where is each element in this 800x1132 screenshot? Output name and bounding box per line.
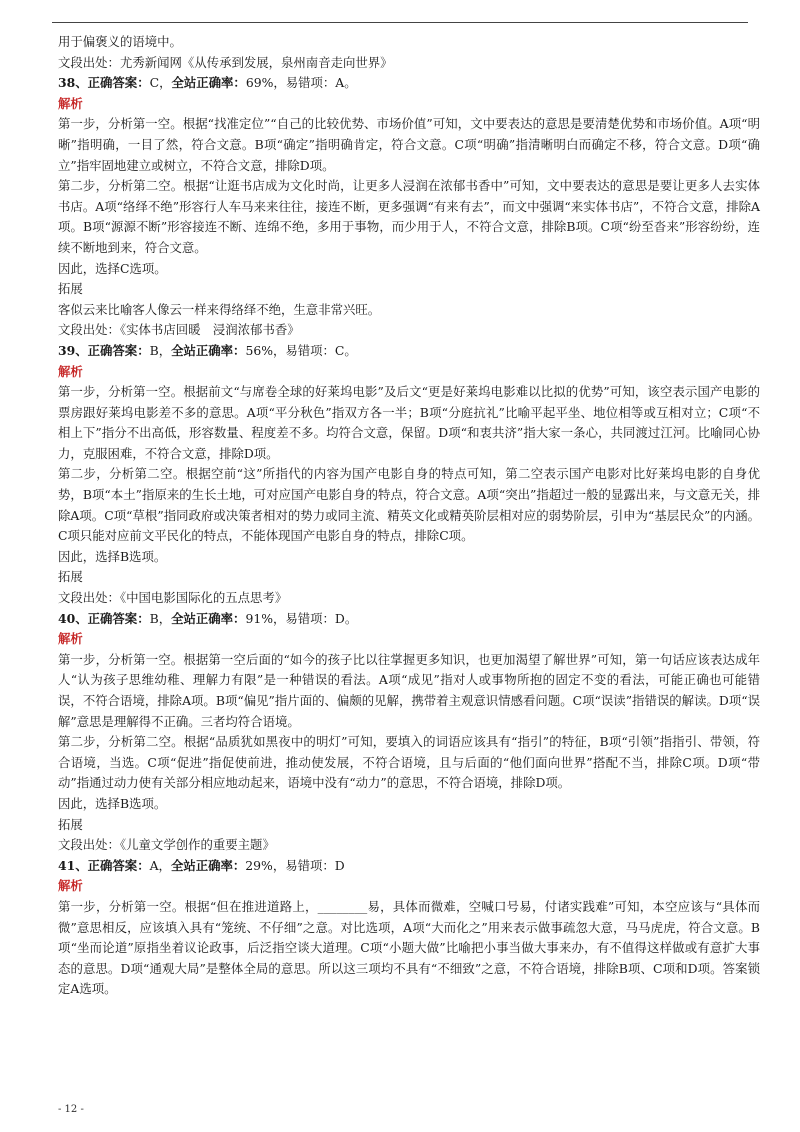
answer-label: 40、正确答案： (58, 610, 150, 626)
paragraph: 文段出处：《儿童文学创作的重要主题》 (58, 837, 275, 853)
rate-value: 29%，易错项：D (245, 857, 345, 873)
paragraph: 拓展 (58, 816, 83, 832)
answer-value: B， (149, 342, 172, 358)
paragraph: 文段出处：《中国电影国际化的五点思考》 (58, 590, 288, 606)
answer-line (58, 73, 760, 94)
answer-value: A， (149, 857, 171, 873)
analysis-heading: 解析 (58, 631, 83, 647)
rate-label: 全站正确率： (171, 342, 246, 358)
rate-value: 56%，易错项：C。 (245, 342, 357, 358)
paragraph: 第二步，分析第二空。根据“让逛书店成为文化时尚，让更多人浸润在浓郁书香中”可知，文中要表达的意思是要让更多人去实体书店。A项“络绎不绝”形容行人车马来来往往，接连不断，更多强调“有来有去”，而文中强调“来实体书店”，不符合文意，排除A项。B项“源源不断”形容接连不断、连绵不绝，多用于事物，而少用于人，不符合文意，排除B项。C项“纷至沓来”形容纷纷，连续不断地到来，符合文意。 (58, 178, 760, 255)
rate-label: 全站正确率： (171, 610, 246, 626)
paragraph: 用于偏褒义的语境中。 (58, 34, 182, 49)
analysis-heading: 解析 (58, 95, 83, 111)
page-number: - 12 - (58, 1104, 84, 1115)
paragraph: 客似云来比喻客人像云一样来得络绎不绝，生意非常兴旺。 (58, 301, 381, 317)
paragraph: 第一步，分析第一空。根据第一空后面的“如今的孩子比以往掌握更多知识，也更加渴望了解世界”可知，第一句话应该表达成年人“认为孩子思维幼稚、理解力有限”是一种错误的看法。A项“成见”指对人或事物所抱的固定不变的看法，可能正确也可能错误，不符合语境，排除A项。B项“偏见”指片面的、偏颇的见解，携带着主观意识情感看问题。C项“误读”指错误的解读。D项“误解”意思是理解得不正确。三者均符合语境。 (58, 651, 760, 729)
document-body (58, 32, 760, 1000)
answer-value: B， (149, 610, 172, 626)
answer-value: C， (149, 75, 172, 91)
paragraph: 第二步，分析第二空。根据“品质犹如黑夜中的明灯”可知，要填入的词语应该具有“指引”的特征，B项“引领”指指引、带领，符合语境，当选。C项“促进”指促使前进，推动使发展，不符合语境，且与后面的“他们面向世界”搭配不当，排除C项。D项“带动”指通过动力使有关部分相应地动起来，语境中没有“动力”的意思，不符合语境，排除D项。 (58, 734, 760, 791)
paragraph: 因此，选择C选项。 (58, 260, 167, 276)
answer-label: 41、正确答案： (58, 857, 150, 873)
paragraph: 拓展 (58, 281, 83, 297)
answer-line (58, 341, 760, 362)
paragraph: 第二步，分析第二空。根据空前“这”所指代的内容为国产电影自身的特点可知，第二空表示国产电影对比好莱坞电影的自身优势，B项“本土”指原来的生长土地，可对应国产电影自身的特点，符合文意。A项“突出”指超过一般的显露出来，与文意无关，排除A项。C项“草根”指同政府或决策者相对的势力或同主流、精英文化或精英阶层相对应的弱势阶层，引申为“基层民众”的内涵。C项只能对应前文平民化的特点，不能体现国产电影自身的特点，排除C项。 (58, 466, 760, 544)
answer-label: 39、正确答案： (58, 342, 150, 358)
analysis-heading: 解析 (58, 363, 83, 379)
rate-value: 69%，易错项：A。 (245, 75, 357, 91)
answer-line (58, 609, 760, 630)
paragraph: 文段出处：《实体书店回暖 浸润浓郁书香》 (58, 322, 300, 338)
analysis-heading: 解析 (58, 878, 83, 894)
rate-label: 全站正确率： (171, 75, 246, 91)
paragraph: 第一步，分析第一空。根据前文“与席卷全球的好莱坞电影”及后文“更是好莱坞电影难以比拟的优势”可知，该空表示国产电影的票房跟好莱坞电影差不多的意思。A项“平分秋色”指双方各一半；B项“分庭抗礼”比喻平起平坐、地位相等或互相对立；C项“不相上下”指分不出高低，形容数量、程度差不多。均符合文意，保留。D项“和衷共济”指大家一条心，共同渡过江河。比喻同心协力，克服困难，不符合文意，排除D项。 (58, 384, 760, 461)
paragraph: 因此，选择B选项。 (58, 795, 167, 811)
rate-value: 91%，易错项：D。 (245, 610, 358, 626)
paragraph: 第一步，分析第一空。根据“但在推进道路上，________易，具体而微难，空喊口号易，付诸实践难”可知，本空应该与“具体而微”意思相反，应该填入具有“笼统、不仔细”之意。对比选项，A项“大而化之”用来表示做事疏忽大意，马马虎虎，符合文意。B项“坐而论道”原指坐着议论政事，后泛指空谈大道理。C项“小题大做”比喻把小事当做大事来办，有不值得这样做或有意扩大事态的意思。D项“通观大局”是整体全局的意思。所以这三项均不具有“不细致”之意，不符合语境，排除B项、C项和D项。答案锁定A选项。 (58, 898, 760, 997)
rate-label: 全站正确率： (170, 857, 246, 873)
header-rule (52, 22, 748, 23)
paragraph: 文段出处：尤秀新闻网《从传承到发展，泉州南音走向世界》 (58, 54, 393, 70)
answer-line (58, 856, 760, 877)
paragraph: 因此，选择B选项。 (58, 548, 167, 564)
answer-label: 38、正确答案： (58, 75, 150, 91)
paragraph: 第一步，分析第一空。根据“找准定位”“自己的比较优势、市场价值”可知，文中要表达的意思是要清楚优势和市场价值。A项“明晰”指明确，一目了然，符合文意。B项“确定”指明确肯定，符合文意。C项“明确”指清晰明白而确定不移，符合文意。D项“确立”指牢固地建立或树立，不符合文意，排除D项。 (58, 116, 760, 173)
paragraph: 拓展 (58, 569, 83, 585)
